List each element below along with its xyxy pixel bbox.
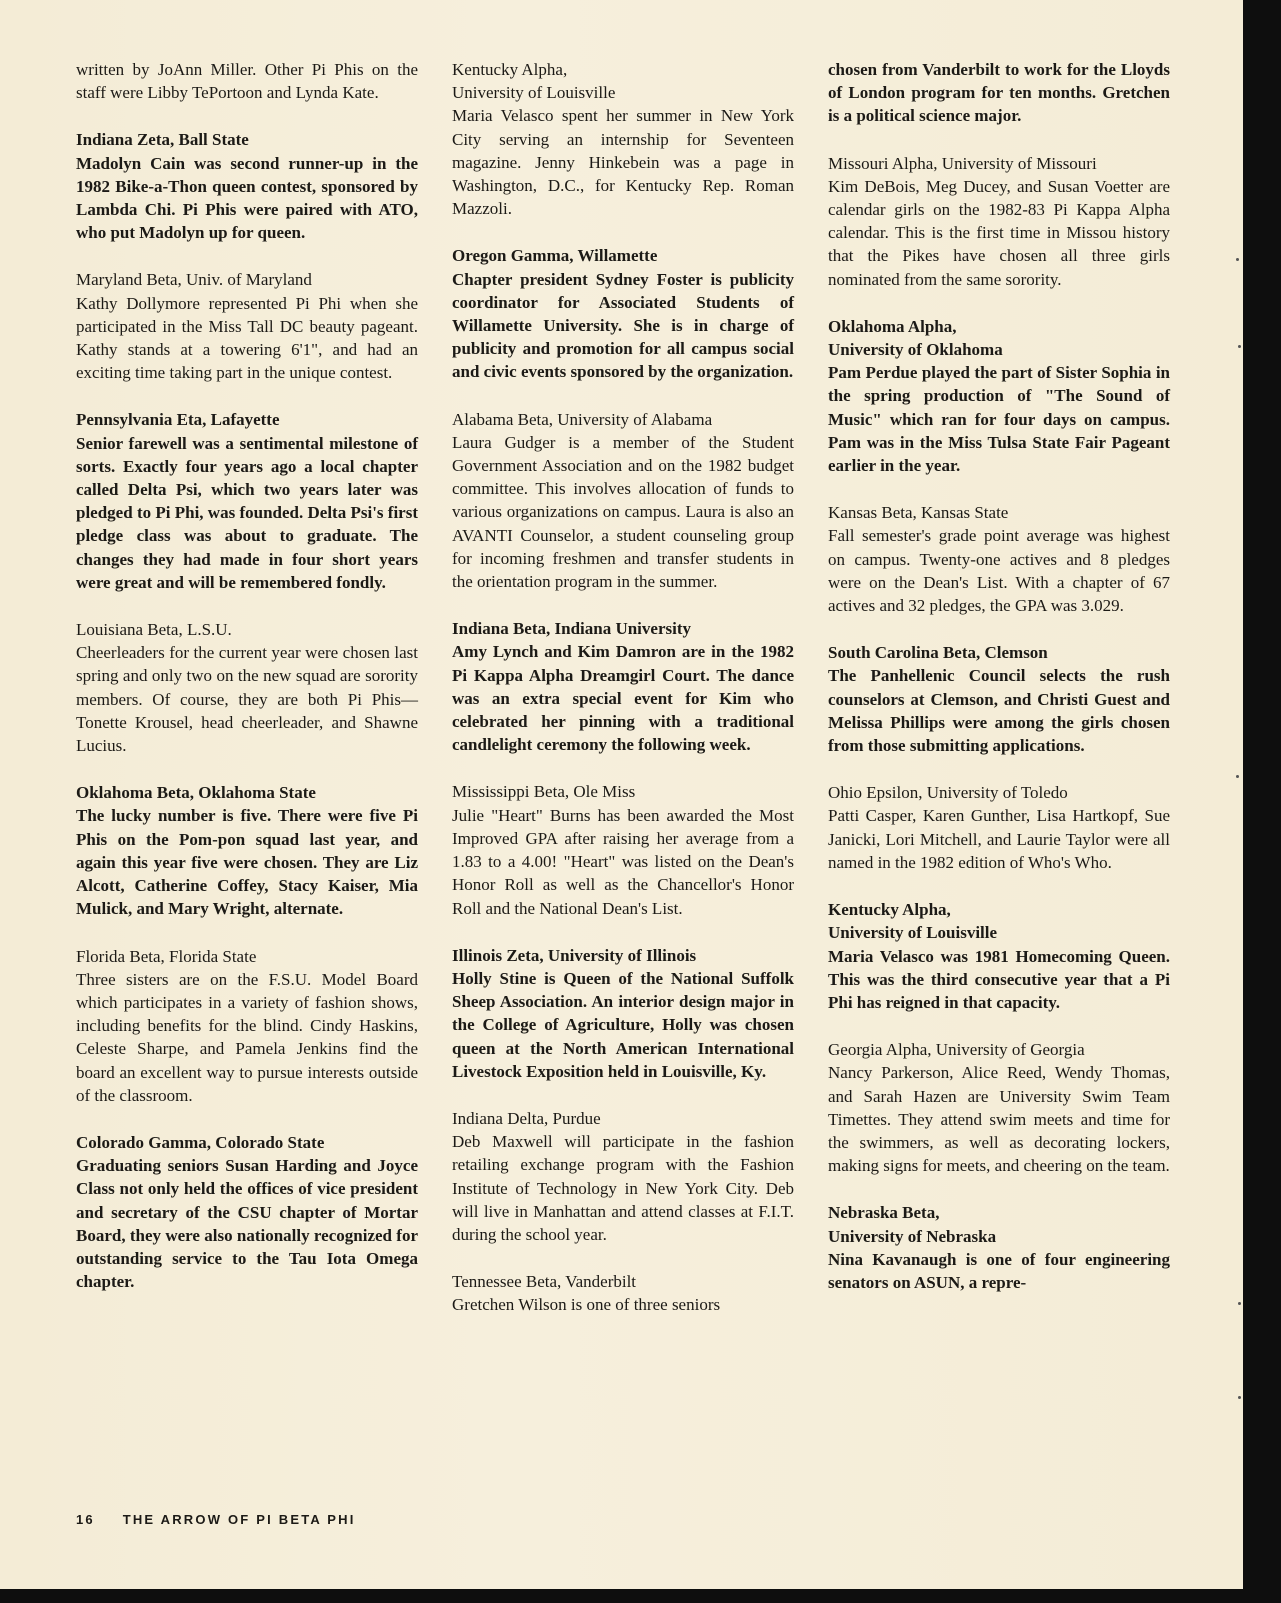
chapter-entry (452, 780, 794, 919)
chapter-entry (828, 1201, 1170, 1294)
chapter-entry (76, 618, 418, 757)
chapter-text: Kathy Dollymore represented Pi Phi when she participated in the Miss Tall DC beauty pageant. Kathy stands at a towering 6'1", and had an exciting time taking part in the unique contest. (76, 293, 418, 383)
chapter-heading: Ohio Epsilon, University of Toledo (828, 783, 1068, 803)
chapter-entry (828, 152, 1170, 291)
chapter-text: Holly Stine is Queen of the National Suffolk Sheep Association. An interior design major in the College of Agriculture, Holly was chosen queen at the North American International Livestock Exposition held in Louisville, Ky. (452, 968, 794, 1081)
chapter-entry (452, 58, 794, 220)
column-3 (828, 58, 1170, 1318)
chapter-entry (828, 898, 1170, 1014)
chapter-text: Madolyn Cain was second runner-up in the 1982 Bike-a-Thon queen contest, sponsored by Lambda Chi. Pi Phis were paired with ATO, who put Madolyn up for queen. (76, 153, 418, 243)
chapter-heading: Oklahoma Alpha, (828, 316, 957, 336)
publication-title: THE ARROW OF PI BETA PHI (122, 1512, 356, 1527)
chapter-heading: Colorado Gamma, Colorado State (76, 1132, 325, 1152)
scan-edge-bottom (0, 1589, 1281, 1603)
chapter-heading-line2: University of Louisville (828, 923, 998, 943)
chapter-text: Patti Casper, Karen Gunther, Lisa Hartkopf, Sue Janicki, Lori Mitchell, and Laurie Taylor were all named in the 1982 edition of Who's Who. (828, 806, 1170, 872)
chapter-heading: Pennsylvania Eta, Lafayette (76, 410, 280, 430)
chapter-heading: Missouri Alpha, University of Missouri (828, 153, 1097, 173)
chapter-text: Graduating seniors Susan Harding and Joyce Class not only held the offices of vice president and secretary of the CSU chapter of Mortar Board, they were also nationally recognized for outstanding service to the Tau Iota Omega chapter. (76, 1156, 418, 1292)
chapter-heading: Indiana Zeta, Ball State (76, 130, 249, 150)
chapter-text: Laura Gudger is a member of the Student Government Association and on the 1982 budget committee. This involves allocation of funds to various organizations on campus. Laura is also an AVANTI Counselor, a student counseling group for incoming freshmen and transfer students in the orientation program in the summer. (452, 432, 794, 592)
chapter-text: Nancy Parkerson, Alice Reed, Wendy Thomas, and Sarah Hazen are University Swim Team Timettes. They attend swim meets and time for the swimmers, as well as decorating lockers, making signs for meets, and cheering on the team. (828, 1063, 1170, 1176)
chapter-text: The Panhellenic Council selects the rush counselors at Clemson, and Christi Guest and Melissa Phillips were among the girls chosen from those submitting applications. (828, 666, 1170, 756)
scan-speck (1236, 258, 1239, 261)
chapter-entry (828, 315, 1170, 477)
chapter-heading: Oregon Gamma, Willamette (452, 246, 658, 266)
chapter-entry (76, 1131, 418, 1293)
chapter-heading: Georgia Alpha, University of Georgia (828, 1040, 1085, 1060)
chapter-entry (452, 617, 794, 756)
chapter-entry (828, 1038, 1170, 1177)
scan-speck (1238, 345, 1241, 348)
chapter-entry (828, 641, 1170, 757)
page-footer (76, 1512, 356, 1527)
chapter-entry (76, 408, 418, 594)
column-1 (76, 58, 418, 1317)
chapter-text: Julie "Heart" Burns has been awarded the Most Improved GPA after raising her average from a 1.83 to a 4.00! "Heart" was listed on the Dean's Honor Roll as well as the Chancellor's Honor Roll and the National Dean's List. (452, 805, 794, 918)
chapter-text: Fall semester's grade point average was highest on campus. Twenty-one actives and 8 pledges were on the Dean's List. With a chapter of 67 actives and 32 pledges, the GPA was 3.029. (828, 526, 1170, 616)
chapter-heading-line2: University of Oklahoma (828, 340, 1003, 360)
column-2 (452, 58, 794, 1341)
chapter-text: Kim DeBois, Meg Ducey, and Susan Voetter are calendar girls on the 1982-83 Pi Kappa Alpha calendar. This is the first time in Missou history that the Pikes have chosen all three girls nominated from the same sorority. (828, 176, 1170, 289)
chapter-heading: Louisiana Beta, L.S.U. (76, 620, 232, 640)
chapter-text: Chapter president Sydney Foster is publicity coordinator for Associated Students of Willamette University. She is in charge of publicity and promotion for all campus social and civic events sponsored by the organization. (452, 269, 794, 382)
chapter-heading: Alabama Beta, University of Alabama (452, 409, 713, 429)
chapter-text: Nina Kavanaugh is one of four engineering senators on ASUN, a repre- (828, 1249, 1170, 1292)
chapter-text: Three sisters are on the F.S.U. Model Board which participates in a variety of fashion shows, including benefits for the blind. Cindy Haskins, Celeste Sharpe, and Pamela Jenkins find the board an excellent way to pursue interests outside of the classroom. (76, 969, 418, 1105)
chapter-text: Deb Maxwell will participate in the fashion retailing exchange program with the Fashion Institute of Technology in New York City. Deb will live in Manhattan and attend classes at F.I.T. during the school year. (452, 1132, 794, 1244)
chapter-entry (452, 1270, 794, 1316)
chapter-entry (76, 268, 418, 384)
chapter-entry (76, 781, 418, 920)
chapter-heading: Oklahoma Beta, Oklahoma State (76, 783, 316, 803)
chapter-text: Senior farewell was a sentimental milestone of sorts. Exactly four years ago a local chapter called Delta Psi, which two years later was pledged to Pi Phi, was founded. Delta Psi's first pledge class was about to graduate. The changes they had made in four short years were great and will be remembered fondly. (76, 433, 418, 592)
chapter-text: Amy Lynch and Kim Damron are in the 1982 Pi Kappa Alpha Dreamgirl Court. The dance was an extra special event for Kim who celebrated her pinning with a traditional candlelight ceremony the following week. (452, 642, 794, 755)
chapter-entry (452, 944, 794, 1083)
chapter-text: Maria Velasco spent her summer in New York City serving an internship for Seventeen magazine. Jenny Hinkebein was a page in Washington, D.C., for Kentucky Rep. Roman Mazzoli. (452, 106, 794, 219)
chapter-heading: Mississippi Beta, Ole Miss (452, 782, 636, 802)
chapter-heading: Illinois Zeta, University of Illinois (452, 945, 697, 965)
chapter-text: Cheerleaders for the current year were chosen last spring and only two on the new squad are sorority members. Of course, they are both Pi Phis—Tonette Krousel, head cheerleader, and Shawne Lucius. (76, 643, 418, 756)
chapter-text: chosen from Vanderbilt to work for the Lloyds of London program for ten months. Gretchen is a political science major. (828, 60, 1170, 126)
chapter-entry (452, 408, 794, 594)
chapter-heading: Indiana Beta, Indiana University (452, 619, 691, 639)
chapter-heading: Tennessee Beta, Vanderbilt (452, 1272, 637, 1292)
chapter-heading: Nebraska Beta, (828, 1203, 940, 1223)
chapter-text: Pam Perdue played the part of Sister Sophia in the spring production of "The Sound of Music" which ran for four days on campus. Pam was in the Miss Tulsa State Fair Pageant earlier in the year. (828, 363, 1170, 476)
chapter-heading: South Carolina Beta, Clemson (828, 643, 1048, 663)
chapter-heading: Indiana Delta, Purdue (452, 1108, 601, 1128)
chapter-text: Gretchen Wilson is one of three seniors (452, 1295, 721, 1315)
chapter-text: Maria Velasco was 1981 Homecoming Queen. This was the third consecutive year that a Pi Phi has reigned in that capacity. (828, 946, 1170, 1012)
chapter-text: written by JoAnn Miller. Other Pi Phis on the staff were Libby TePortoon and Lynda Kate. (76, 60, 418, 103)
chapter-heading-line2: University of Nebraska (828, 1226, 997, 1246)
chapter-entry (452, 1107, 794, 1246)
chapter-entry (828, 58, 1170, 128)
scan-speck (1238, 1396, 1241, 1399)
scan-edge-right (1243, 0, 1281, 1603)
chapter-heading-line2: University of Louisville (452, 83, 616, 103)
chapter-heading: Kentucky Alpha, (828, 900, 951, 920)
chapter-entry (76, 58, 418, 104)
chapter-heading: Florida Beta, Florida State (76, 946, 257, 966)
chapter-entry (452, 244, 794, 383)
scan-speck (1236, 775, 1239, 778)
chapter-heading: Kentucky Alpha, (452, 60, 568, 79)
chapter-heading: Maryland Beta, Univ. of Maryland (76, 270, 312, 290)
chapter-entry (76, 128, 418, 244)
chapter-heading: Kansas Beta, Kansas State (828, 503, 1009, 523)
chapter-entry (828, 501, 1170, 617)
chapter-text: The lucky number is five. There were five Pi Phis on the Pom-pon squad last year, and again this year five were chosen. They are Liz Alcott, Catherine Coffey, Stacy Kaiser, Mia Mulick, and Mary Wright, alternate. (76, 806, 418, 919)
chapter-entry (828, 781, 1170, 874)
chapter-entry (76, 945, 418, 1107)
page-number: 16 (76, 1512, 95, 1527)
scan-speck (1238, 1302, 1241, 1305)
